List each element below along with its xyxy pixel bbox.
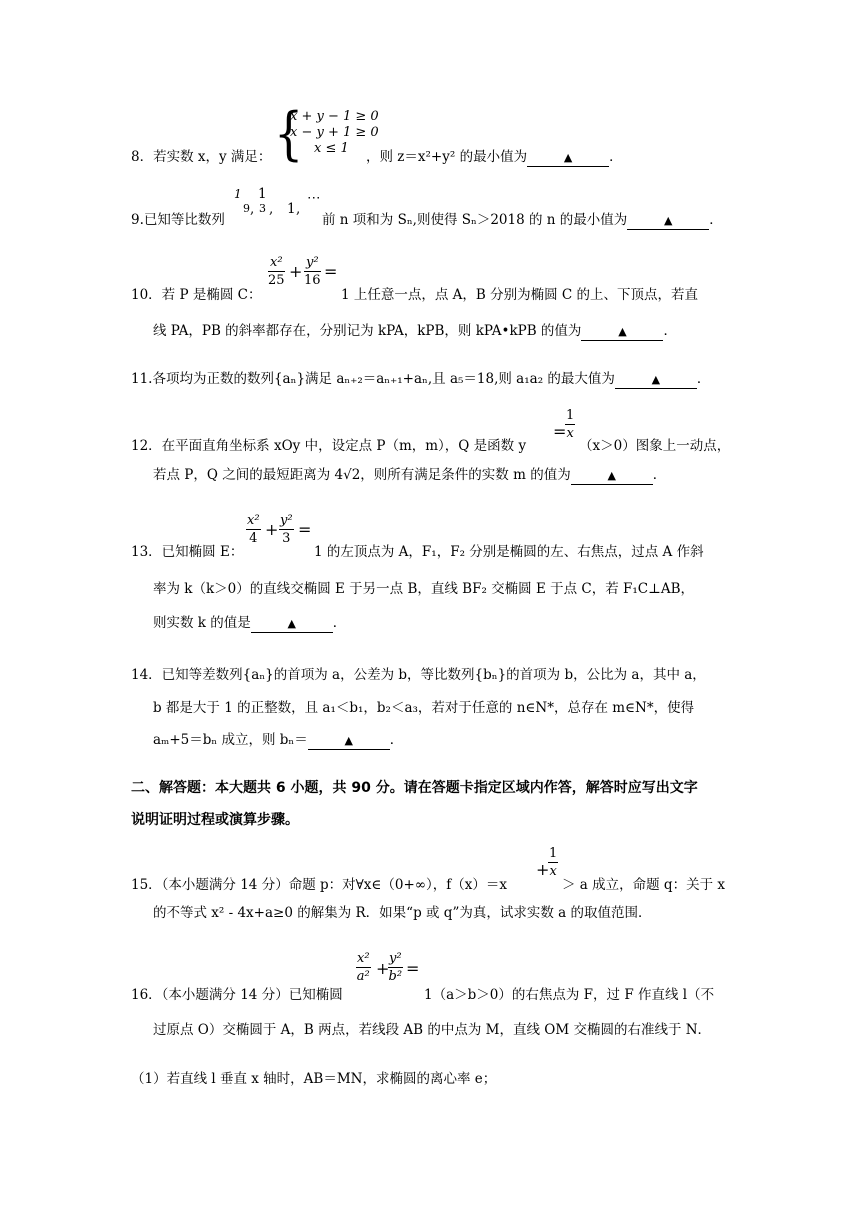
answer-blank[interactable]: ▲ xyxy=(627,215,709,230)
answer-blank[interactable]: ▲ xyxy=(308,735,390,750)
fraction-1-x: $\frac{1}{x}$ xyxy=(549,846,558,879)
q12-line2-before: 若点 P，Q 之间的最短距离为 4√2，则所有满足条件的实数 m 的值为 xyxy=(153,467,571,483)
answer-blank[interactable]: ▲ xyxy=(571,470,653,485)
section-2-line2: 说明证明过程或演算步骤。 xyxy=(131,812,299,828)
answer-blank[interactable]: ▲ xyxy=(527,152,609,167)
term-denominator-2: 3 xyxy=(259,202,266,215)
answer-blank[interactable]: ▲ xyxy=(581,326,663,341)
q8-text-before: 8．若实数 x，y 满足： xyxy=(131,149,272,165)
q16-line1-after: 1（a＞b＞0）的右焦点为 F，过 F 作直线 l（不 xyxy=(424,987,715,1003)
fraction-x2-25: $\frac{\text{x²}}{25}$ xyxy=(268,255,285,288)
plus-sign: + xyxy=(265,520,279,539)
fraction-y2-16: $\frac{\text{y²}}{16}$ xyxy=(304,255,321,288)
plus-sign: + xyxy=(536,860,550,879)
q10-line2: 线 PA，PB 的斜率都存在，分别记为 kPA，kPB，则 kPA•kPB 的值为 xyxy=(153,323,582,339)
term-numerator-2: 1 xyxy=(258,186,267,202)
q15-line2: 的不等式 x² - 4x+a≥0 的解集为 R．如果“p 或 q”为真，试求实数 a 的取值范围． xyxy=(153,905,652,921)
q16-sub1: （1）若直线 l 垂直 x 轴时，AB＝MN，求椭圆的离心率 e； xyxy=(131,1071,497,1087)
term-3: 1 xyxy=(287,201,296,217)
equals-sign: = xyxy=(324,262,338,281)
fraction-y2-3: $\frac{\text{y²}}{3}$ xyxy=(280,513,293,546)
system-line-1: x + y − 1 ≥ 0 xyxy=(290,109,379,124)
q14-line2: b 都是大于 1 的正整数，且 a₁＜b₁，b₂＜a₃，若对于任意的 n∈N*，总存在 m∈N*，使得 xyxy=(153,700,695,716)
term-ellipsis: ⋯ xyxy=(307,190,321,206)
answer-blank[interactable]: ▲ xyxy=(251,618,333,633)
equals-sign: = xyxy=(553,422,567,441)
q14-line1: 14．已知等差数列{aₙ}的首项为 a，公差为 b，等比数列{bₙ}的首项为 b，公比为 a，其中 a， xyxy=(131,667,706,683)
q13-line2: 率为 k（k＞0）的直线交椭圆 E 于另一点 B，直线 BF₂ 交椭圆 E 于点 C，若 F₁C⊥AB， xyxy=(153,581,694,597)
q16-line1-before: 16．（本小题满分 14 分）已知椭圆 xyxy=(131,987,343,1003)
q12-line1-before: 12．在平面直角坐标系 xOy 中，设定点 P（m，m），Q 是函数 y xyxy=(131,438,527,454)
fraction-y2-b2: $\frac{\text{y²}}{\text{b²}}$ xyxy=(388,951,403,984)
q9-text-after: 前 n 项和为 Sₙ,则使得 Sₙ＞2018 的 n 的最小值为 xyxy=(322,212,628,228)
q16-line2: 过原点 O）交椭圆于 A，B 两点，若线段 AB 的中点为 M，直线 OM 交椭圆的右准线于 N． xyxy=(153,1022,712,1038)
q15-line1-before: 15．（本小题满分 14 分）命题 p：对∀x∈（0+∞），f（x）＝x xyxy=(131,877,507,893)
system-line-3: x ≤ 1 xyxy=(314,141,349,156)
term-denominator-1: 9 xyxy=(243,202,250,215)
equals-sign: = xyxy=(406,959,420,978)
q14-line3-before: aₘ+5＝bₙ 成立，则 bₙ＝ xyxy=(153,732,308,748)
answer-blank[interactable]: ▲ xyxy=(615,374,697,389)
fraction-x2-a2: $\frac{\text{x²}}{\text{a²}}$ xyxy=(356,951,370,984)
fraction-x2-4: $\frac{\text{x²}}{4}$ xyxy=(247,513,260,546)
system-brace: { xyxy=(274,99,304,167)
q11-text: 11.各项均为正数的数列{aₙ}满足 aₙ₊₂＝aₙ₊₁+aₙ,且 a₅＝18,则 a₁a₂ 的最大值为 xyxy=(131,371,615,387)
term-fraction-1: 1 xyxy=(234,187,242,201)
plus-sign: + xyxy=(289,262,303,281)
section-2-line1: 二、解答题：本大题共 6 小题，共 90 分。请在答题卡指定区域内作答，解答时应写出文字 xyxy=(131,780,698,796)
equals-sign: = xyxy=(298,520,312,539)
system-line-2: x − y + 1 ≥ 0 xyxy=(290,125,379,140)
q9-text-before: 9.已知等比数列 xyxy=(131,212,225,228)
q10-text-before: 10．若 P 是椭圆 C： xyxy=(131,287,262,303)
plus-sign: + xyxy=(376,959,390,978)
q8-text-after: ，则 z＝x²+y² 的最小值为 xyxy=(366,149,528,165)
q13-line1-before: 13．已知椭圆 E： xyxy=(131,544,244,560)
q12-line1-after: （x＞0）图象上一动点， xyxy=(579,438,731,454)
q13-line1-after: 1 的左顶点为 A，F₁，F₂ 分别是椭圆的左、右焦点，过点 A 作斜 xyxy=(314,544,704,560)
fraction-1-x: $\frac{1}{x}$ xyxy=(566,408,575,441)
q10-line1-after: 1 上任意一点，点 A，B 分别为椭圆 C 的上、下顶点，若直 xyxy=(341,287,699,303)
q13-line3-before: 则实数 k 的值是 xyxy=(153,615,251,631)
q15-line1-after: ＞ a 成立，命题 q：关于 x xyxy=(562,877,725,893)
